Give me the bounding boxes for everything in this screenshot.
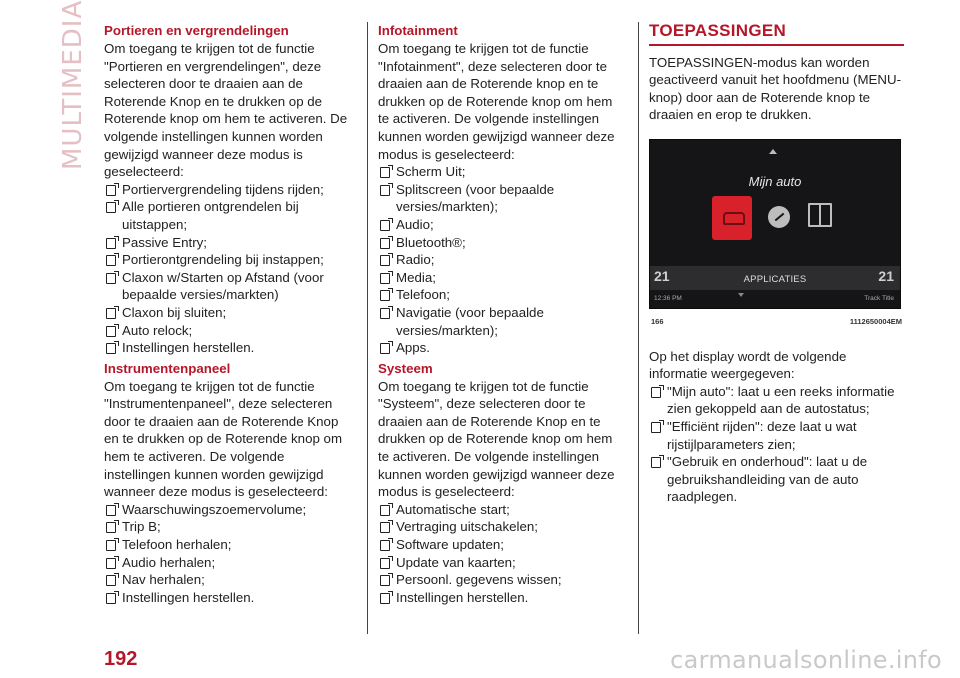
list-item-text: "Efficiënt rijden": deze laat u wat rijstijlparameters zien; — [667, 418, 857, 452]
list-item-text: Passive Entry; — [122, 234, 207, 250]
list-system — [378, 501, 623, 607]
list-item — [104, 269, 354, 304]
list-item-text: Splitscreen (voor bepaalde versies/markten); — [396, 181, 555, 215]
bullet-icon — [380, 540, 390, 551]
bullet-icon — [380, 273, 390, 284]
column-1 — [104, 22, 354, 606]
list-item-text: Instellingen herstellen. — [396, 589, 529, 605]
list-instrument-panel — [104, 501, 354, 607]
figure-right-number: 21 — [878, 267, 894, 284]
figure-left-number: 21 — [654, 267, 670, 284]
bullet-icon — [106, 540, 116, 551]
list-item-text: Portiervergrendeling tijdens rijden; — [122, 181, 324, 197]
bullet-icon — [380, 185, 390, 196]
list-infotainment — [378, 163, 623, 357]
column-divider-1 — [367, 22, 368, 634]
paragraph-system: Om toegang te krijgen tot de functie "Systeem", deze selecteren door te draaien aan de Roterende Knop en te drukken op de Roterende knop om hem te activeren. De volgende instellingen kunnen worden gewijzigd wanneer deze modus is geselecteerd: — [378, 378, 615, 500]
list-item — [104, 589, 354, 607]
list-item — [378, 269, 623, 287]
list-item — [104, 339, 354, 357]
bullet-icon — [106, 255, 116, 266]
list-item — [378, 571, 623, 589]
list-item — [378, 163, 623, 181]
figure-screen-title: Mijn auto — [748, 173, 802, 189]
bullet-icon — [380, 593, 390, 604]
figure-caption-number: 166 — [651, 316, 664, 326]
list-item-text: Vertraging uitschakelen; — [396, 519, 538, 535]
list-item — [104, 234, 354, 252]
list-item-text: Navigatie (voor bepaalde versies/markten); — [396, 304, 544, 338]
list-item-text: Audio herhalen; — [122, 554, 216, 570]
list-item — [378, 251, 623, 269]
list-item — [378, 216, 623, 234]
chevron-up-icon — [769, 149, 777, 154]
bullet-icon — [380, 558, 390, 569]
bullet-icon — [106, 558, 116, 569]
list-item-text: Persoonl. gegevens wissen; — [396, 572, 562, 588]
list-item — [649, 418, 904, 453]
list-item — [104, 518, 354, 536]
list-item — [649, 383, 904, 418]
paragraph-instrument-panel: Om toegang te krijgen tot de functie "Instrumentenpaneel", deze selecteren door te draaien aan de Roterende Knop en te drukken op de Roterende knop om hem te activeren. De volgende instellingen kunnen worden gewijzigd wanneer deze modus is geselecteerd: — [104, 378, 343, 500]
list-item — [378, 536, 623, 554]
bullet-icon — [106, 522, 116, 533]
list-item — [104, 304, 354, 322]
list-item — [378, 339, 623, 357]
list-item — [104, 198, 354, 233]
list-item-text: Auto relock; — [122, 322, 193, 338]
list-item-text: Instellingen herstellen. — [122, 589, 255, 605]
figure-status-time: 12:36 PM — [654, 294, 682, 302]
heading-instrument-panel: Instrumentenpaneel — [104, 360, 231, 376]
bullet-icon — [380, 505, 390, 516]
bullet-icon — [106, 202, 116, 213]
list-item-text: Radio; — [396, 252, 435, 268]
list-item-text: Bluetooth®; — [396, 234, 466, 250]
list-item — [378, 286, 623, 304]
list-item — [104, 251, 354, 269]
list-item-text: Software updaten; — [396, 537, 504, 553]
bullet-icon — [106, 505, 116, 516]
list-item-text: Automatische start; — [396, 501, 510, 517]
paragraph-infotainment: Om toegang te krijgen tot de functie "Infotainment", deze selecteren door te draaien aan de Roterende knop en te drukken op de Roterende knop om hem te activeren. De volgende instellingen kunnen worden gewijzigd wanneer deze modus is geselecteerd: — [378, 41, 615, 162]
bullet-icon — [106, 593, 116, 604]
list-item — [104, 322, 354, 340]
figure-status-track: Track Title — [864, 294, 894, 302]
list-item — [104, 536, 354, 554]
list-item-text: Claxon bij sluiten; — [122, 304, 227, 320]
leaf-icon — [768, 206, 790, 228]
bullet-icon — [106, 238, 116, 249]
column-3 — [649, 22, 904, 506]
bullet-icon — [380, 522, 390, 533]
list-item-text: Audio; — [396, 216, 434, 232]
heading-doors-locks: Portieren en vergrendelingen — [104, 23, 289, 38]
list-item-text: Media; — [396, 269, 436, 285]
list-display-info — [649, 383, 904, 506]
list-item-text: Trip B; — [122, 519, 161, 535]
bullet-icon — [380, 255, 390, 266]
list-item — [378, 304, 623, 339]
bullet-icon — [106, 273, 116, 284]
list-item — [104, 501, 354, 519]
bullet-icon — [651, 387, 661, 398]
list-item-text: Alle portieren ontgrendelen bij uitstappen; — [122, 199, 299, 232]
bullet-icon — [106, 308, 116, 319]
bullet-icon — [651, 422, 661, 433]
bullet-icon — [106, 343, 116, 354]
figure-screen-image — [649, 139, 901, 309]
column-2 — [378, 22, 623, 606]
figure-caption-code: 1112650004EM — [849, 316, 902, 326]
page-number: 192 — [104, 648, 138, 670]
list-item — [378, 181, 623, 216]
list-item-text: Update van kaarten; — [396, 554, 516, 570]
list-item — [378, 234, 623, 252]
list-item — [104, 181, 354, 199]
list-item — [104, 554, 354, 572]
heading-infotainment: Infotainment — [378, 23, 458, 38]
chevron-down-icon — [738, 293, 744, 297]
list-item-text: "Gebruik en onderhoud": laat u de gebruikshandleiding van de auto raadplegen. — [667, 454, 868, 505]
list-item — [378, 518, 623, 536]
bullet-icon — [106, 185, 116, 196]
section-title-applications: TOEPASSINGEN — [649, 22, 904, 46]
column-divider-2 — [638, 22, 639, 634]
watermark-text: carmanualsonline.info — [670, 646, 942, 674]
list-item-text: Waarschuwingszoemervolume; — [122, 501, 307, 517]
heading-system: Systeem — [378, 360, 433, 376]
list-item-text: Apps. — [396, 340, 431, 356]
list-item — [649, 453, 904, 506]
bullet-icon — [380, 308, 390, 319]
bullet-icon — [380, 238, 390, 249]
list-item-text: Scherm Uit; — [396, 164, 466, 180]
figure-apps-label: APPLICATIES — [743, 273, 807, 285]
list-doors-locks — [104, 181, 354, 357]
list-item-text: Telefoon herhalen; — [122, 537, 232, 553]
bullet-icon — [380, 220, 390, 231]
figure-caption — [649, 313, 904, 331]
car-icon — [712, 196, 752, 240]
bullet-icon — [380, 167, 390, 178]
list-item — [378, 501, 623, 519]
paragraph-display-info: Op het display wordt de volgende informatie weergegeven: — [649, 348, 847, 382]
book-icon — [808, 203, 830, 227]
bullet-icon — [380, 343, 390, 354]
list-item — [378, 589, 623, 607]
bullet-icon — [380, 575, 390, 586]
list-item — [104, 571, 354, 589]
paragraph-applications-intro: TOEPASSINGEN-modus kan worden geactiveerd vanuit het hoofdmenu (MENU-knop) door aan de Roterende knop te draaien en erop te drukken. — [649, 54, 902, 123]
bullet-icon — [106, 575, 116, 586]
chapter-side-label: MULTIMEDIA — [58, 0, 88, 170]
list-item-text: Nav herhalen; — [122, 572, 205, 588]
bullet-icon — [106, 326, 116, 337]
list-item — [378, 554, 623, 572]
list-item-text: "Mijn auto": laat u een reeks informatie zien gekoppeld aan de autostatus; — [667, 383, 895, 417]
list-item-text: Telefoon; — [396, 287, 450, 303]
list-item-text: Portierontgrendeling bij instappen; — [122, 252, 324, 268]
bullet-icon — [651, 457, 661, 468]
paragraph-doors-locks: Om toegang te krijgen tot de functie "Portieren en vergrendelingen", deze selecteren door te draaien aan de Roterende Knop en te drukken op de Roterende knop om hem te activeren. De volgende instellingen kunnen worden gewijzigd wanneer deze modus is geselecteerd: — [104, 41, 348, 180]
list-item-text: Instellingen herstellen. — [122, 340, 255, 356]
bullet-icon — [380, 290, 390, 301]
list-item-text: Claxon w/Starten op Afstand (voor bepaalde versies/markten) — [122, 269, 324, 303]
